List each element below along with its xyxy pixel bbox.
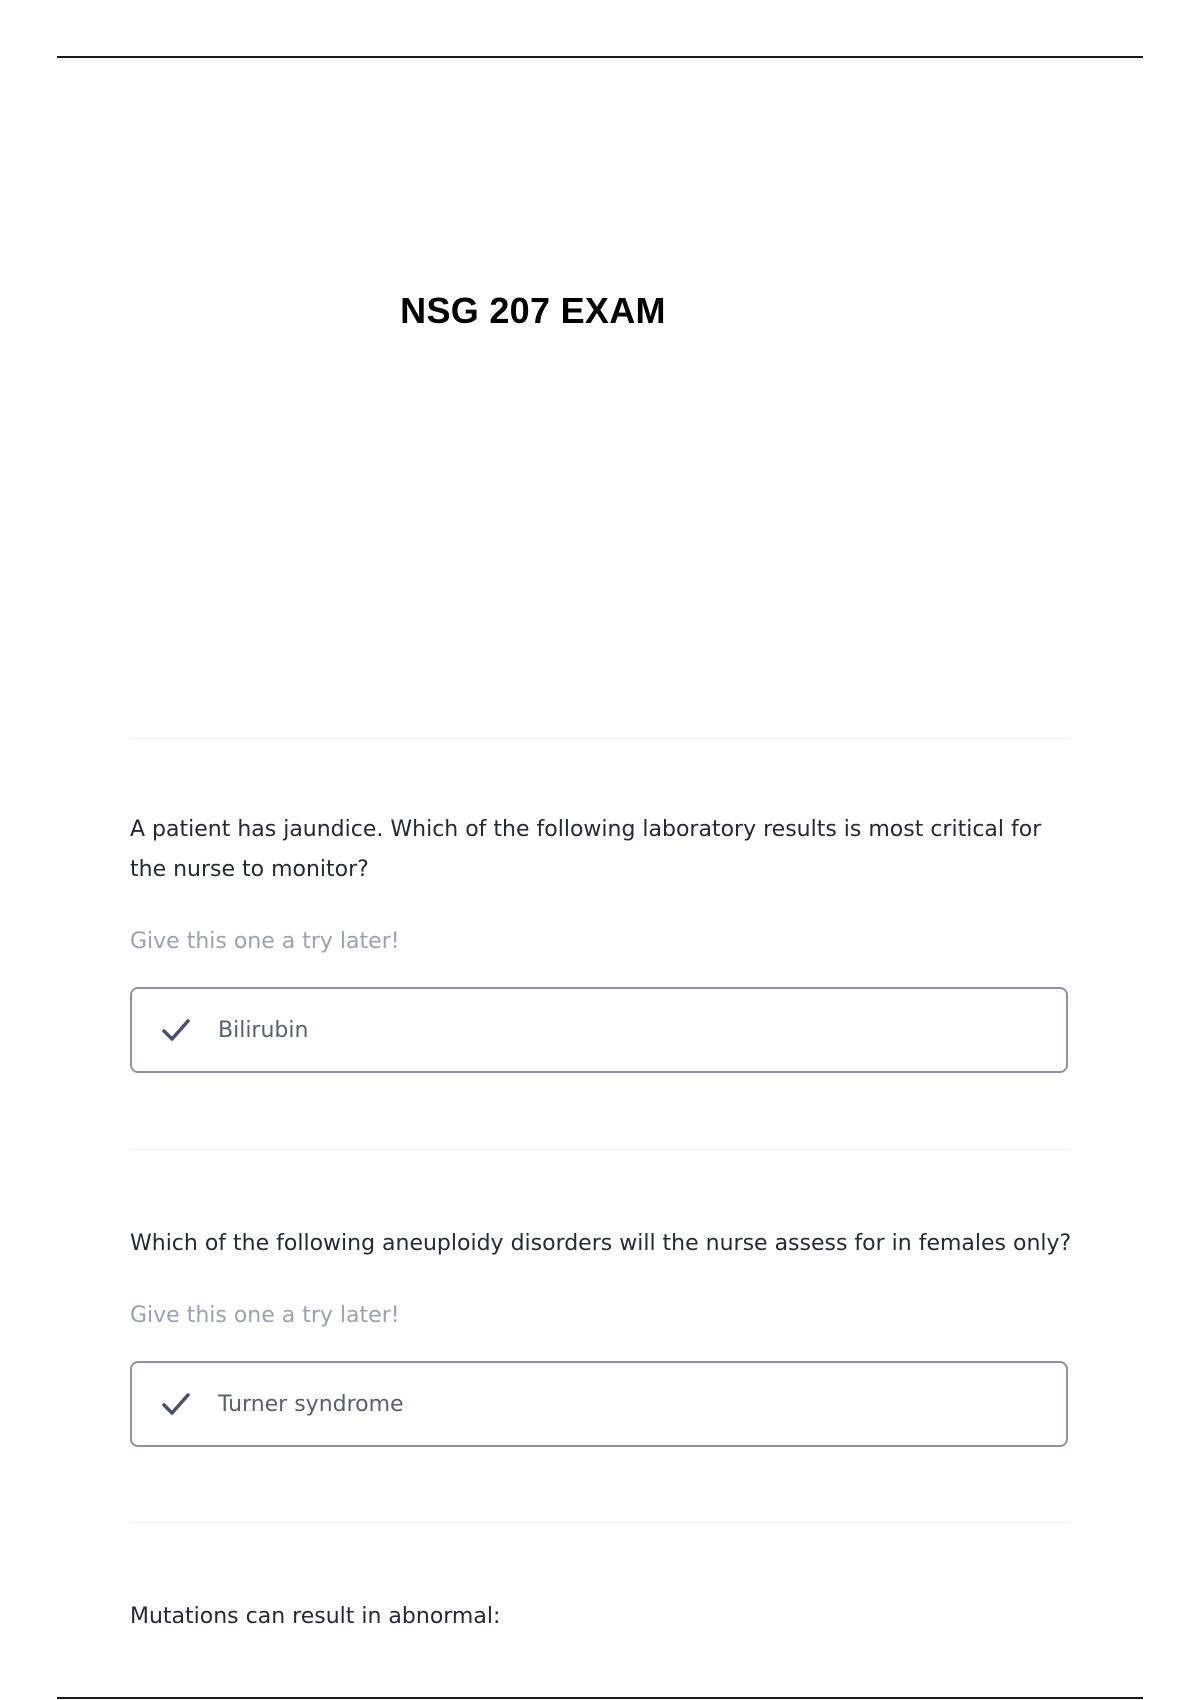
check-icon — [160, 1014, 192, 1046]
question-1-answer: Bilirubin — [218, 1017, 309, 1043]
document-title: NSG 207 EXAM — [400, 290, 666, 331]
section-divider — [130, 1522, 1070, 1523]
question-2-answer-box[interactable] — [130, 1361, 1068, 1447]
question-2-answer: Turner syndrome — [218, 1391, 404, 1417]
question-2-hint[interactable]: Give this one a try later! — [130, 1303, 400, 1328]
question-1-hint[interactable]: Give this one a try later! — [130, 929, 400, 954]
section-divider — [130, 1149, 1070, 1150]
top-rule — [57, 56, 1143, 58]
question-1-text: A patient has jaundice. Which of the following laboratory results is most critical for the nurse to monitor? — [130, 817, 1042, 882]
question-3-text: Mutations can result in abnormal: — [130, 1604, 501, 1629]
bottom-rule — [57, 1697, 1143, 1699]
section-divider — [130, 738, 1070, 739]
question-1-answer-box[interactable] — [130, 987, 1068, 1073]
question-2-text: Which of the following aneuploidy disorders will the nurse assess for in females only? — [130, 1231, 1072, 1256]
check-icon — [160, 1388, 192, 1420]
